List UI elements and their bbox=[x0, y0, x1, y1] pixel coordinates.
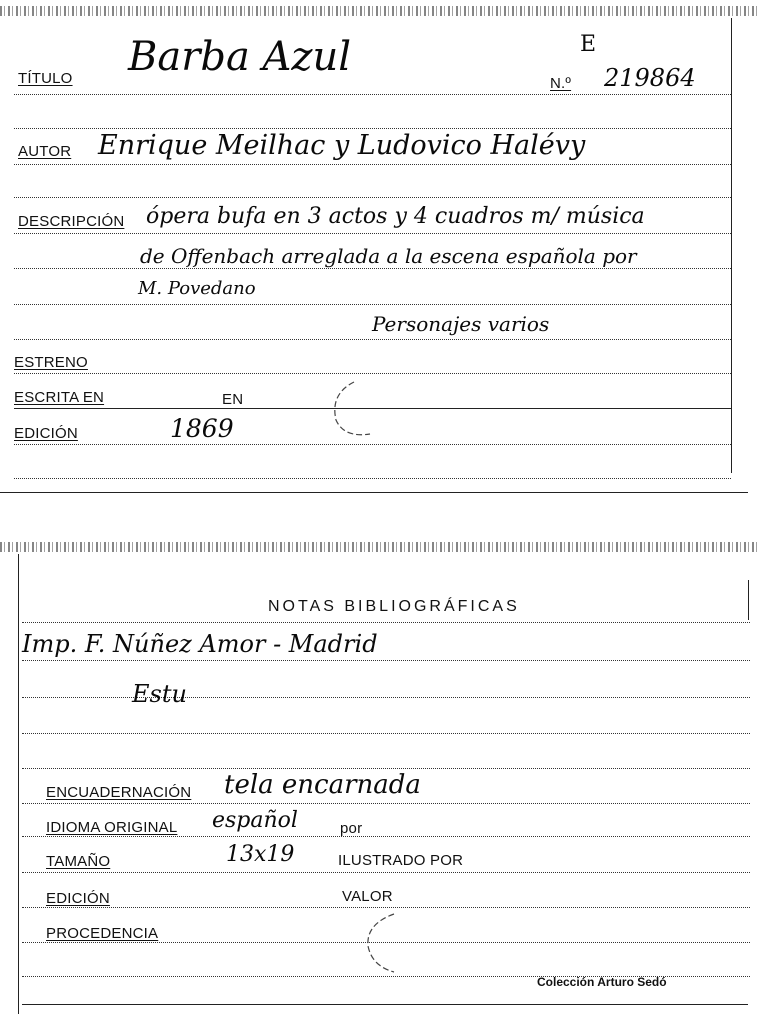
descripcion-label: DESCRIPCIÓN bbox=[18, 213, 125, 230]
rule-line bbox=[14, 268, 731, 269]
rule-line bbox=[22, 803, 750, 804]
rule-line bbox=[14, 304, 731, 305]
autor-value: Enrique Meilhac y Ludovico Halévy bbox=[98, 130, 586, 161]
encuadernacion-label: ENCUADERNACIÓN bbox=[46, 784, 192, 801]
encuadernacion-value: tela encarnada bbox=[224, 770, 421, 800]
en-label: EN bbox=[222, 391, 244, 408]
edicion-label-2: EDICIÓN bbox=[46, 890, 110, 907]
autor-label: AUTOR bbox=[18, 143, 72, 160]
notes-line-2: Estu bbox=[132, 680, 187, 708]
por-label: por bbox=[340, 820, 363, 837]
edicion-label: EDICIÓN bbox=[14, 425, 78, 442]
descripcion-line-3: M. Povedano bbox=[138, 278, 256, 299]
rule-line bbox=[14, 94, 731, 95]
descripcion-line-1: ópera bufa en 3 actos y 4 cuadros m/ música bbox=[146, 204, 645, 229]
card-left-border bbox=[18, 554, 19, 1014]
ilustrado-label: ILUSTRADO POR bbox=[338, 852, 464, 869]
rule-line bbox=[14, 373, 731, 374]
catalog-card-top bbox=[0, 0, 759, 495]
rule-line bbox=[22, 733, 750, 734]
descripcion-line-2: de Offenbach arreglada a la escena española por bbox=[140, 244, 637, 268]
valor-label: VALOR bbox=[342, 888, 393, 905]
procedencia-label: PROCEDENCIA bbox=[46, 925, 159, 942]
tamano-label: TAMAÑO bbox=[46, 853, 111, 870]
numero-label: N.º bbox=[550, 75, 572, 92]
numero-value: 219864 bbox=[604, 64, 696, 92]
rule-line bbox=[14, 233, 731, 234]
rule-line bbox=[14, 164, 731, 165]
titulo-value: Barba Azul bbox=[128, 34, 352, 80]
rule-line bbox=[22, 768, 750, 769]
card-right-border bbox=[731, 18, 732, 473]
titulo-label: TÍTULO bbox=[18, 70, 73, 87]
rule-line bbox=[14, 197, 731, 198]
rule-line bbox=[14, 478, 731, 479]
estreno-label: ESTRENO bbox=[14, 354, 88, 371]
card-top-edge bbox=[0, 542, 759, 552]
rule-line bbox=[22, 660, 750, 661]
coleccion-label: Colección Arturo Sedó bbox=[537, 975, 667, 989]
notes-line-1: Imp. F. Núñez Amor - Madrid bbox=[22, 630, 378, 658]
card-right-border bbox=[748, 580, 749, 620]
rule-line bbox=[22, 836, 750, 837]
rule-line bbox=[22, 907, 750, 908]
rule-line bbox=[14, 128, 731, 129]
card-bottom-edge bbox=[22, 1004, 748, 1005]
card-bottom-edge bbox=[0, 492, 748, 493]
edicion-value: 1869 bbox=[170, 414, 234, 443]
rule-line bbox=[14, 339, 731, 340]
rule-line bbox=[22, 622, 750, 623]
notas-heading: NOTAS BIBLIOGRÁFICAS bbox=[268, 598, 520, 615]
descripcion-line-4: Personajes varios bbox=[372, 312, 550, 336]
stamp-mark bbox=[324, 376, 394, 446]
card-top-edge bbox=[0, 6, 759, 16]
stamp-mark bbox=[360, 910, 430, 980]
escrita-label: ESCRITA EN bbox=[14, 389, 105, 406]
corner-mark: E bbox=[580, 32, 597, 57]
rule-line bbox=[22, 872, 750, 873]
tamano-value: 13x19 bbox=[226, 842, 295, 867]
idioma-label: IDIOMA ORIGINAL bbox=[46, 819, 178, 836]
catalog-card-bottom bbox=[0, 540, 759, 1028]
idioma-value: español bbox=[212, 808, 298, 833]
